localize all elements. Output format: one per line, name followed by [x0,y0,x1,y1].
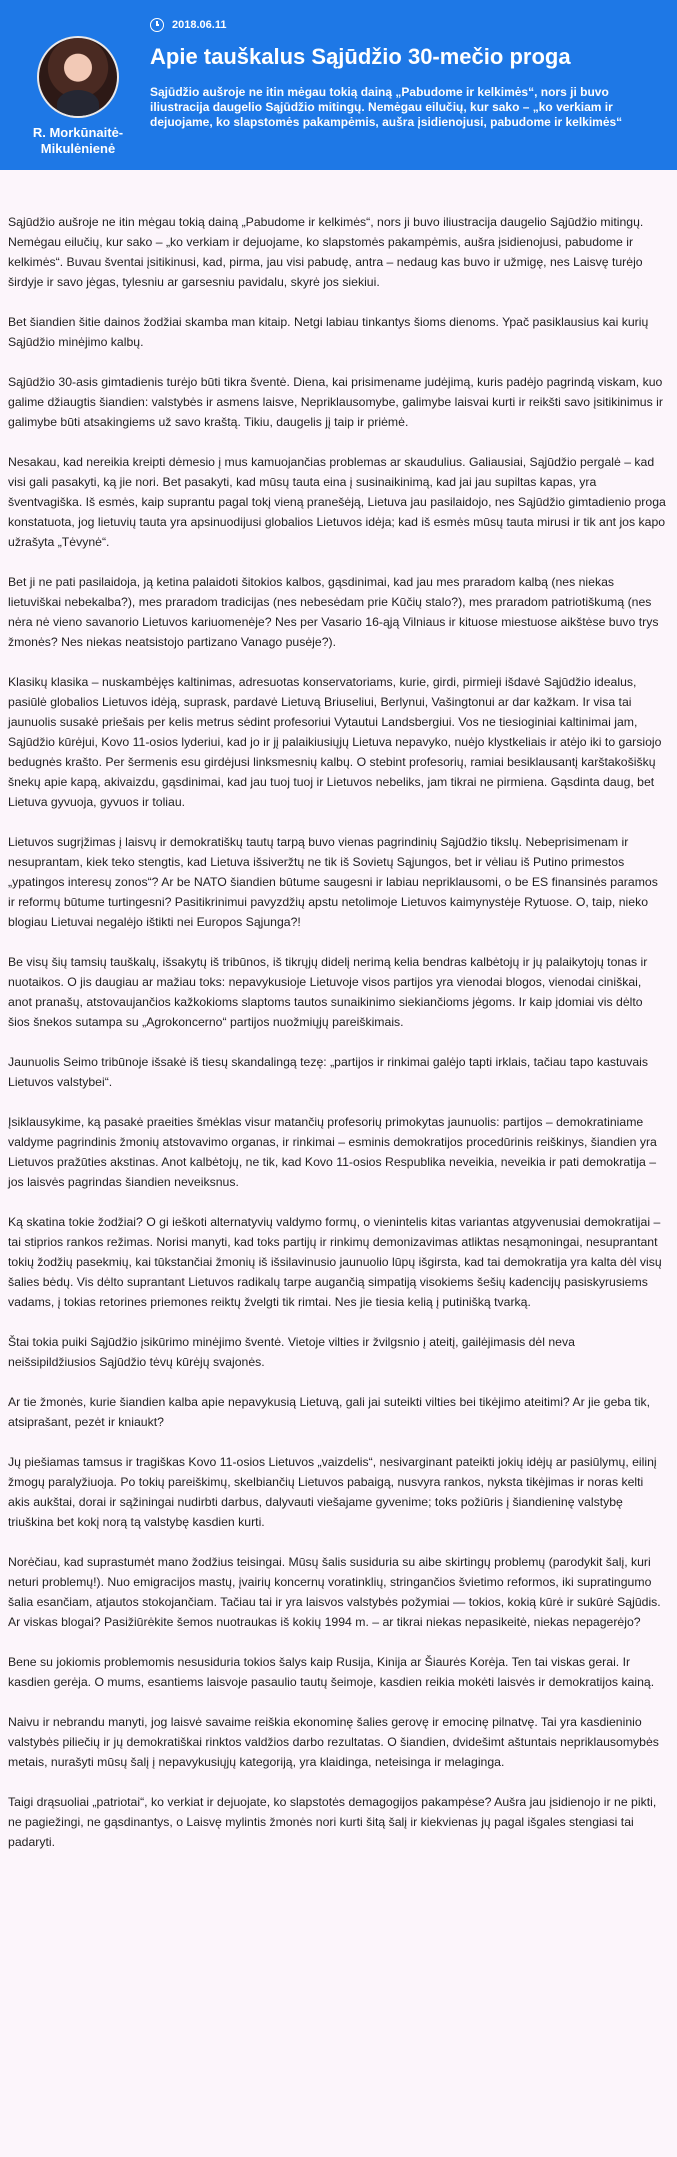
article-meta [150,17,650,130]
article-title: Apie tauškalus Sąjūdžio 30-mečio proga [150,44,571,69]
article-paragraph: Bene su jokiomis problemomis nesusiduria tokios šalys kaip Rusija, Kinija ar Šiaurės Korėja. Ten tai viskas gerai. Ir kasdien gerėja. O mums, esantiems laisvoje pasaulio tautų šeimoje, kasdien reikia mokėti laisvės ir demokratijos kainą. [8,1655,655,1689]
author-block[interactable] [18,36,138,157]
article-paragraph: Naivu ir nebrandu manyti, jog laisvė savaime reiškia ekonominę šalies gerovę ir emocinę pilnatvę. Tai yra kasdieninio valstybės piliečių ir jų demokratiškai rinktos valdžios darbo rezultatas. O šiandien, dvidešimt aštuntais nepriklausomybės metais, nurašyti mūsų šalį į nepavykusiųjų kategoriją, yra klaidinga, neteisinga ir melaginga. [8,1715,659,1769]
author-avatar[interactable] [37,36,119,118]
publish-date: 2018.06.11 [172,19,227,31]
article-paragraph: Bet ji ne pati pasilaidoja, ją ketina palaidoti šitokios kalbos, gąsdinimai, kad jau mes praradom kalbą (nes niekas lietuviškai nebekalba?), mes praradom tradicijas (nes nebesėdam prie Kūčių stalo?), mes praradom patriotiškumą (nes nėra nė vieno savanorio Lietuvos kariuomenėje? Nes per Vasario 16-ąją Vilniaus ir kituose miestuose aikštėse buvo trys žmonės? Nes niekas neatsistojo partizano Vanago pusėje?). [8,575,659,649]
article-lead: Sąjūdžio aušroje ne itin mėgau tokią dainą „Pabudome ir kelkimės“, nors ji buvo iliustracija daugelio Sąjūdžio mitingų. Nemėgau eilučių, kur sako – „ko verkiam ir dejuojame, ko slapstomės pakampėmis, aušra įsidienojusi, pabudome ir kelkimės“ [150,84,623,129]
article-paragraph: Ką skatina tokie žodžiai? O gi ieškoti alternatyvių valdymo formų, o vienintelis kitas variantas atgyvenusiai demokratijai – tai stiprios rankos režimas. Norisi manyti, kad toks partijų ir rinkimų demonizavimas atliktas nesąmoningai, nesuprantant tokių žodžių pasekmių, kai tūkstančiai žmonių iš išsilavinusio jaunuolio lūpų išgirsta, kad tai demokratija yra kalta dėl visų šalies bėdų. Vis dėlto suprantant Lietuvos radikalų tarpe augančią simpatiją visokiems šešių kadencijų pasiskyrusiems vadams, į tokias retorines priemones reiktų žvelgti tik rimtai. Nes jie tiesia kelią į putinišką tvarką. [8,1215,662,1309]
article-paragraph: Nesakau, kad nereikia kreipti dėmesio į mus kamuojančias problemas ar skaudulius. Galiausiai, Sąjūdžio pergalė – kad visi gali pasakyti, ką jie nori. Bet pasakyti, kad mūsų tauta eina į susinaikinimą, kad jai jau supiltas kapas, yra šventvagiška. Iš esmės, kaip suprantu pagal tokį vieną pranešėją, Lietuva jau pasilaidojo, nes Sąjūdžio gimtadienio proga konstatuota, jog lietuvių tauta yra apsinuodijusi globalios Lietuvos idėja; kad iš esmės mūsų tauta mirusi ir tik ant jos kapo užrašyta „Tėvynė“. [8,455,666,549]
article-paragraph: Taigi drąsuoliai „patriotai“, ko verkiat ir dejuojate, ko slapstotės demagogijos pakampėse? Aušra jau įsidienojo ir ne pikti, ne pagiežingi, ne gąsdinantys, o Laisvę mylintis žmonės nori kurti šitą šalį ir kiekvienas jų pagal išgales stengiasi tai padaryti. [8,1795,657,1849]
article-body [0,170,677,1852]
article-paragraph: Lietuvos sugrįžimas į laisvų ir demokratiškų tautų tarpą buvo vienas pagrindinių Sąjūdžio tikslų. Nebeprisimenam ir nesuprantam, kiek teko stengtis, kad Lietuva išsiveržtų ne tik iš Sovietų Sąjungos, bet ir vėliau iš Putino primestos „ypatingos interesų zonos“? Ar be NATO šiandien būtume saugesni ir labiau nepriklausomi, o be ES finansinės paramos ir reformų būtume turtingesni? Pasitikrinimui pavyzdžių apstu netolimoje Lietuvos kaimynystėje Rytuose. O, taip, nieko blogiau Lietuvai negalėjo ištikti nei Europos Sąjunga?! [8,835,658,929]
article-paragraph: Bet šiandien šitie dainos žodžiai skamba man kitaip. Netgi labiau tinkantys šioms dienoms. Ypač pasiklausius kai kurių Sąjūdžio minėjimo kalbų. [8,315,649,349]
article-paragraph: Klasikų klasika – nuskambėjęs kaltinimas, adresuotas konservatoriams, kurie, girdi, pirmieji išdavė Sąjūdžio idealus, pasiūlė globalios Lietuvos idėją, suprask, pardavė Lietuvą Briuseliui, Berlynui, Vašingtonui ar dar kažkam. Ir visa tai jaunuolis susakė priešais per kelis metrus sėdint profesoriui Vytautui Landsbergiui. Vos ne tiesioginiai kaltinimai jam, Sąjūdžio kūrėjui, Kovo 11-osios lyderiui, kad jo ir jį palaikiusiųjų Lietuva nepavyko, nuėjo klystkeliais ir atėjo iki to garsiojo bedugnės krašto. Per šermenis esu girdėjusi linksmesnių kalbų. O stebint profesorių, ramiai besiklausantį karštakošiškų šnekų apie kapą, akivaizdu, gąsdinimai, kad jau tuoj tuoj ir Lietuvos nebeliks, jam tikrai ne pirmiena. Gąsdinta daug, bet Lietuva gyvuoja, gyvuos ir toliau. [8,675,662,809]
article-paragraph: Sąjūdžio 30-asis gimtadienis turėjo būti tikra šventė. Diena, kai prisimename judėjimą, kuris padėjo pagrindą viskam, kuo galime džiaugtis šiandien: valstybės ir asmens laisve, Nepriklausomybe, galimybe laisvai kurti ir reikšti savo įsitikinimus ir galimybe būti atsakingiems už savo kraštą. Tikiu, daugelis jį taip ir priėmė. [8,375,663,429]
article-paragraph: Jaunuolis Seimo tribūnoje išsakė iš tiesų skandalingą tezę: „partijos ir rinkimai galėjo tapti irklais, tačiau tapo kastuvais Lietuvos valstybei“. [8,1055,649,1089]
article-paragraph: Ar tie žmonės, kurie šiandien kalba apie nepavykusią Lietuvą, gali jai suteikti vilties bei tikėjimo ateitimi? Ar jie geba tik, atsiprašant, pezėt ir kniaukt? [8,1395,651,1429]
article-paragraph: Norėčiau, kad suprastumėt mano žodžius teisingai. Mūsų šalis susiduria su aibe skirtingų problemų (parodykit šalį, kuri neturi problemų!). Nuo emigracijos mastų, įvairių koncernų voratinklių, stringančios švietimo reformos, iki supratingumo šalia esančiam, atjautos stokojančiam. Tačiau tai ir yra laisvos valstybės požymiai — tokios, kokią kūrė ir sukūrė Sąjūdis. Ar viskas blogai? Pasižiūrėkite šemos nuotraukas iš kokių 1994 m. – ar tikrai niekas nepasikeitė, niekas nepagerėjo? [8,1555,661,1629]
article-paragraph: Jų piešiamas tamsus ir tragiškas Kovo 11-osios Lietuvos „vaizdelis“, nesivarginant pateikti jokių idėjų ar pasiūlymų, eilinį žmogų paralyžiuoja. Po tokių pareiškimų, skelbiančių Lietuvos pabaigą, nusvyra rankos, nyksta tikėjimas ir noras kelti akis aukštai, dorai ir sąžiningai nudirbti darbus, dalyvauti viešajame gyvenime; toks požiūris į šiandieninę valstybę triuškina bet kokį norą tą valstybę kasdien kurti. [8,1455,657,1529]
article-header [0,0,677,170]
article-paragraph: Sąjūdžio aušroje ne itin mėgau tokią dainą „Pabudome ir kelkimės“, nors ji buvo iliustracija daugelio Sąjūdžio mitingų. Nemėgau eilučių, kur sako – „ko verkiam ir dejuojame, ko slapstomės pakampėmis, aušra įsidienojusi, pabudome ir kelkimės“. Buvau šventai įsitikinusi, kad, pirma, jau visi pabudę, antra – nedaug kas buvo ir užmigę, nes Laisvę turėjo širdyje ir savo jėgas, tylesniu ar garsesniu pavidalu, skyrė jos siekiui. [8,215,644,289]
author-name[interactable]: R. Morkūnaitė-Mikulėnienė [32,125,124,156]
article-paragraph: Be visų šių tamsių tauškalų, išsakytų iš tribūnos, iš tikrųjų didelį nerimą kelia bendras kalbėtojų ir jų palaikytojų tonas ir nuotaikos. O jis daugiau ar mažiau toks: nepavykusioje Lietuvoje visos partijos yra vienodai blogos, vienodai ciniškai, anot pranašų, atstovaujančios kažkokioms slaptoms tautos sunaikinimo siekiančioms jėgoms. Ir kaip įdomiai vis dėlto šios šnekos sutampa su „Agrokoncerno“ partijos nuožmiųjų pareiškimais. [8,955,648,1029]
article-paragraph: Įsiklausykime, ką pasakė praeities šmėklas visur matančių profesorių primokytas jaunuolis: partijos – demokratiniame valdyme pagrindinis žmonių atstovavimo organas, ir rinkimai – esminis demokratijos procedūrinis reiškinys, šiandien yra Lietuvos pražūties akstinas. Anot kalbėtojų, ne tik, kad Kovo 11-osios Respublika neveikia, neveikia ir pati demokratija – jos laisvės pagrindas šiandien neveiksnus. [8,1115,657,1189]
article-paragraph: Štai tokia puiki Sąjūdžio įsikūrimo minėjimo šventė. Vietoje vilties ir žvilgsnio į ateitį, gailėjimasis dėl neva neišsipildžiusios Sąjūdžio tėvų kūrėjų svajonės. [8,1335,575,1369]
publish-date-row [150,17,650,33]
clock-icon [150,18,164,32]
